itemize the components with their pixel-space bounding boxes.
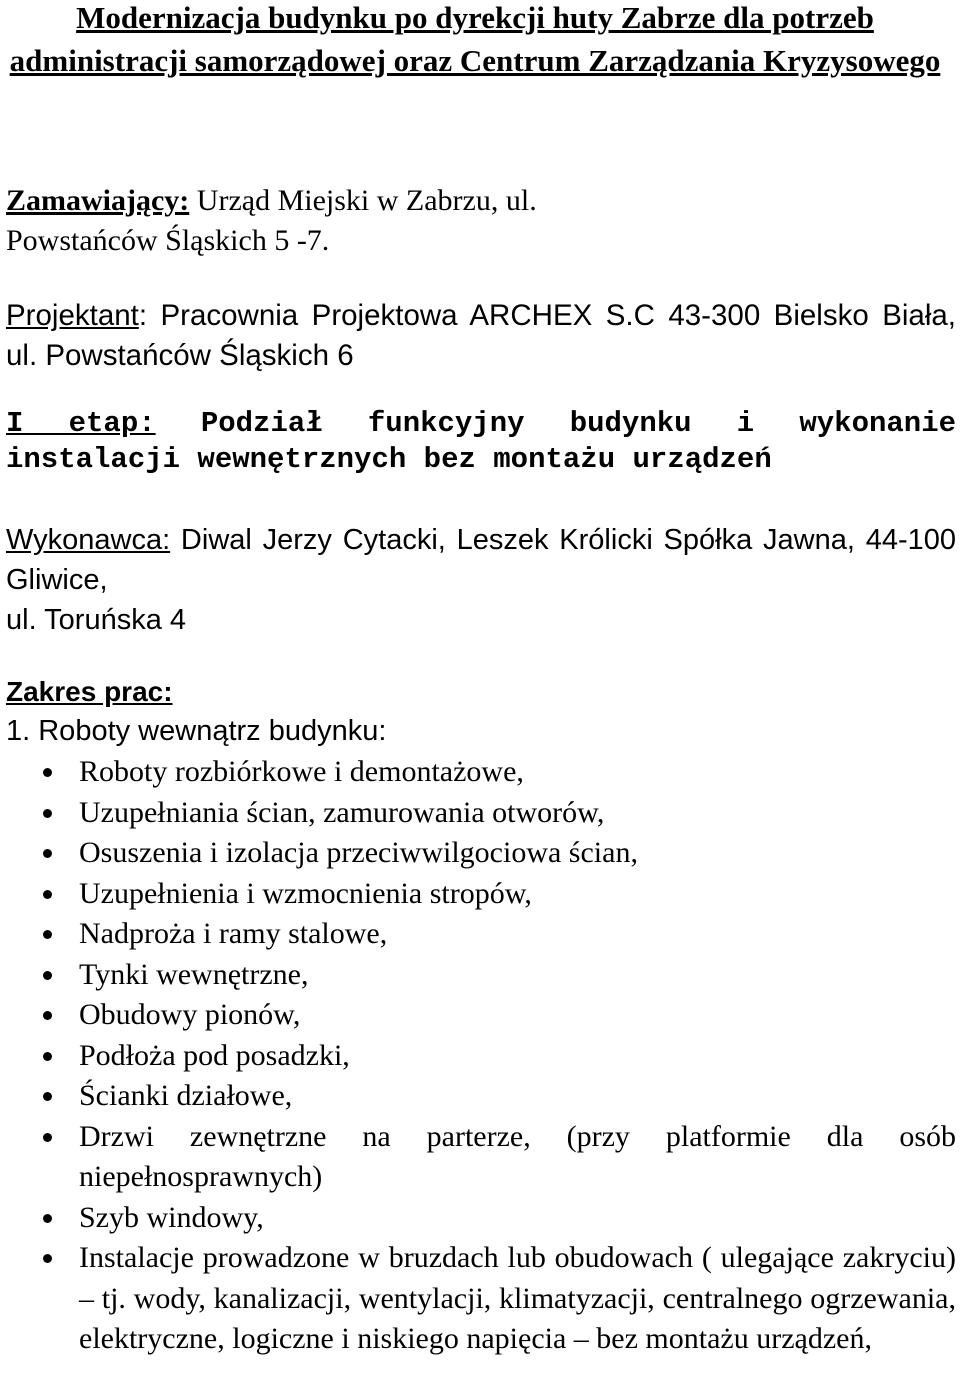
bullet-icon — [43, 849, 52, 858]
list-item-text: Uzupełniania ścian, zamurowania otworów, — [79, 795, 605, 829]
stage-section — [6, 406, 956, 478]
list-item — [6, 1076, 956, 1117]
list-item-text: Szyb windowy, — [79, 1200, 264, 1234]
bullet-icon — [43, 1133, 52, 1142]
bullet-icon — [43, 809, 52, 818]
list-item-text: Obudowy pionów, — [79, 998, 301, 1031]
list-item — [6, 793, 956, 834]
bullet-icon — [43, 1214, 52, 1223]
scope-heading: Zakres prac: — [6, 676, 173, 707]
client-section — [6, 181, 956, 261]
list-item — [6, 1238, 956, 1360]
list-item-text: Tynki wewnętrzne, — [79, 957, 309, 991]
bullet-icon — [43, 930, 52, 939]
list-item-text: Ścianki działowe, — [79, 1079, 293, 1112]
client-text: Urząd Miejski w Zabrzu, ul. Powstańców Śląskich 5 -7. — [6, 184, 537, 257]
list-item — [6, 874, 956, 915]
contractor-street: ul. Toruńska 4 — [6, 604, 187, 636]
designer-text: : Pracownia Projektowa ARCHEX S.C 43-300 Bielsko Biała, ul. Powstańców Śląskich 6 — [6, 299, 956, 372]
client-label: Zamawiający: — [6, 184, 190, 217]
list-item-text: Podłoża pod posadzki, — [79, 1038, 350, 1072]
bullet-icon — [43, 971, 52, 980]
list-item-text: Instalacje prowadzone w bruzdach lub obudowach ( ulegające zakryciu) – tj. wody, kanalizacji, wentylacji, klimatyzacji, centralnego ogrzewania, elektryczne, logiczne i niskiego napięcia – bez montażu urządzeń, — [79, 1241, 956, 1355]
contractor-text: Diwal Jerzy Cytacki, Leszek Królicki Spółka Jawna, 44-100 Gliwice, — [6, 524, 956, 596]
list-item — [6, 1117, 956, 1198]
stage-label: I etap: — [6, 407, 156, 440]
list-item — [6, 914, 956, 955]
bullet-icon — [43, 1092, 52, 1101]
bullet-icon — [43, 768, 52, 777]
works-list — [6, 752, 956, 1360]
bullet-icon — [43, 890, 52, 899]
contractor-section — [6, 520, 956, 640]
designer-label: Projektant — [6, 299, 139, 332]
list-item-text: Osuszenia i izolacja przeciwwilgociowa ścian, — [79, 836, 638, 869]
scope-subheading: 1. Roboty wewnątrz budynku: — [6, 715, 387, 747]
contractor-label: Wykonawca: — [6, 524, 171, 556]
list-item — [6, 1036, 956, 1077]
list-item — [6, 955, 956, 996]
list-item-text: Nadproża i ramy stalowe, — [79, 917, 388, 950]
stage-text: Podział funkcyjny budynku i wykonanie instalacji wewnętrznych bez montażu urządzeń — [6, 407, 956, 476]
bullet-icon — [43, 1011, 52, 1020]
list-item — [6, 995, 956, 1036]
bullet-icon — [43, 1052, 52, 1061]
list-item-text: Drzwi zewnętrzne na parterze, (przy platformie dla osób niepełnosprawnych) — [79, 1119, 956, 1193]
list-item-text: Roboty rozbiórkowe i demontażowe, — [79, 755, 524, 788]
designer-section — [6, 296, 956, 376]
list-item — [6, 752, 956, 793]
list-item-text: Uzupełnienia i wzmocnienia stropów, — [79, 876, 532, 910]
list-item — [6, 833, 956, 874]
bullet-icon — [43, 1254, 52, 1263]
document-title: Modernizacja budynku po dyrekcji huty Zabrze dla potrzeb administracji samorządowej oraz Centrum Zarządzania Kryzysowego — [9, 0, 941, 78]
scope-section — [6, 674, 956, 1360]
list-item — [6, 1198, 956, 1239]
